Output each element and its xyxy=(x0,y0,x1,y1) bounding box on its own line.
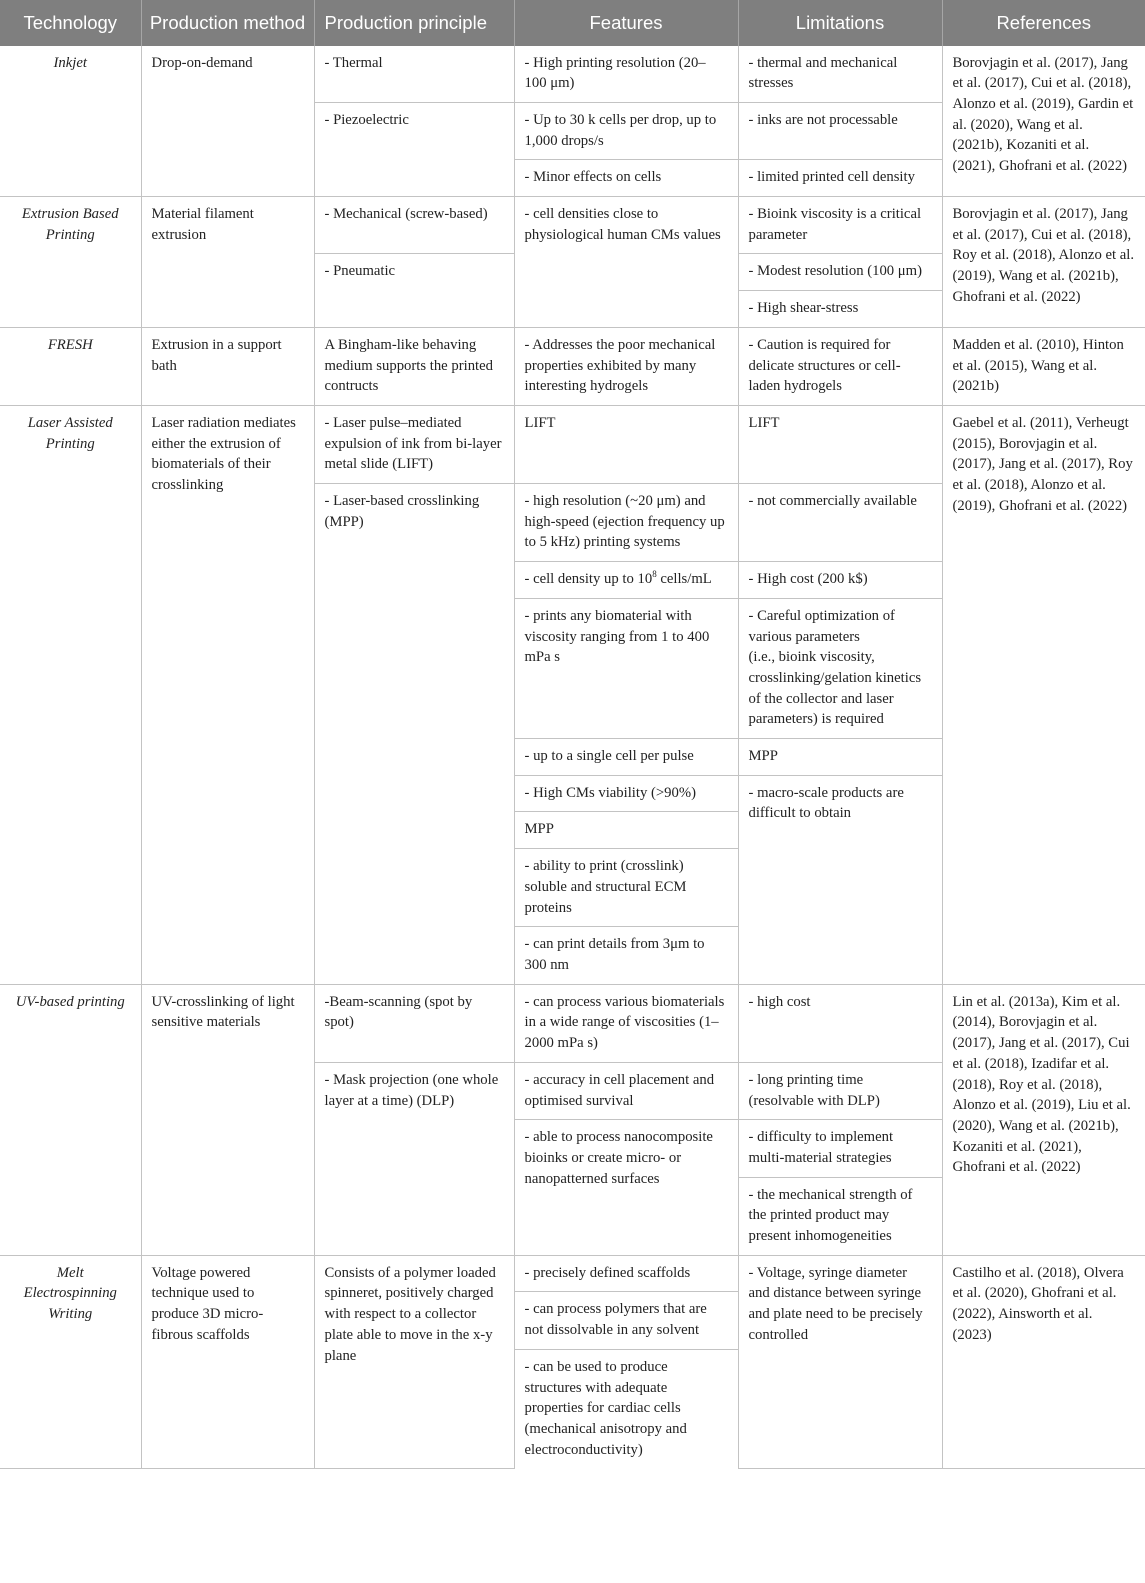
table-cell: - limited printed cell density xyxy=(738,160,942,197)
table-cell: - able to process nanocomposite bioinks or create micro- or nanopatterned surfaces xyxy=(514,1120,738,1256)
table-cell: - Caution is required for delicate structures or cell-laden hydrogels xyxy=(738,327,942,405)
technology-cell: Melt Electrospinning Writing xyxy=(0,1255,141,1468)
table-cell: - Voltage, syringe diameter and distance between syringe and plate need to be precisely controlled xyxy=(738,1255,942,1468)
table-cell: Lin et al. (2013a), Kim et al. (2014), Borovjagin et al. (2017), Jang et al. (2017), Cui et al. (2018), Izadifar et al. (2018), Roy et al. (2018), Alonzo et al. (2019), Liu et al. (2020), Wang et al. (2021b), Kozaniti et al. (2021), Ghofrani et al. (2022) xyxy=(942,984,1145,1255)
table-cell: - Addresses the poor mechanical properties exhibited by many interesting hydrogels xyxy=(514,327,738,405)
table-cell: - the mechanical strength of the printed product may present inhomogeneities xyxy=(738,1177,942,1255)
table-cell: UV-crosslinking of light sensitive materials xyxy=(141,984,314,1255)
table-cell: - High cost (200 k$) xyxy=(738,562,942,599)
table-cell: - Up to 30 k cells per drop, up to 1,000 drops/s xyxy=(514,102,738,159)
table-cell: -Beam-scanning (spot by spot) xyxy=(314,984,514,1062)
table-cell: - Laser-based crosslinking (MPP) xyxy=(314,484,514,985)
header-features: Features xyxy=(514,0,738,46)
header-technology: Technology xyxy=(0,0,141,46)
superscript: 8 xyxy=(652,569,657,580)
table-cell: - can print details from 3μm to 300 nm xyxy=(514,927,738,984)
table-cell: Extrusion in a support bath xyxy=(141,327,314,405)
table-cell: A Bingham-like behaving medium supports the printed contructs xyxy=(314,327,514,405)
table-cell: - Careful optimization of various parameters (i.e., bioink viscosity, crosslinking/gelation kinetics of the collector and laser parameters) is required xyxy=(738,598,942,738)
table-cell: - can process various biomaterials in a wide range of viscosities (1–2000 mPa s) xyxy=(514,984,738,1062)
table-cell: - Pneumatic xyxy=(314,254,514,327)
table-cell: - thermal and mechanical stresses xyxy=(738,46,942,103)
header-production-method: Production method xyxy=(141,0,314,46)
technology-cell: UV-based printing xyxy=(0,984,141,1255)
table-cell: - cell density up to $10^8$ cells/mL xyxy=(514,562,738,599)
table-cell: Material filament extrusion xyxy=(141,197,314,328)
table-body xyxy=(0,46,1145,1469)
table-cell: - inks are not processable xyxy=(738,102,942,159)
table-header xyxy=(0,0,1145,46)
table-cell: - can process polymers that are not dissolvable in any solvent xyxy=(514,1292,738,1349)
table-cell: Gaebel et al. (2011), Verheugt (2015), Borovjagin et al. (2017), Jang et al. (2017), Roy et al. (2018), Alonzo et al. (2019), Ghofrani et al. (2022) xyxy=(942,405,1145,984)
table-cell: Borovjagin et al. (2017), Jang et al. (2017), Cui et al. (2018), Roy et al. (2018), Alonzo et al. (2019), Wang et al. (2021b), Ghofrani et al. (2022) xyxy=(942,197,1145,328)
table-cell: - Laser pulse–mediated expulsion of ink from bi-layer metal slide (LIFT) xyxy=(314,405,514,483)
table-cell: - High shear-stress xyxy=(738,291,942,328)
table-cell: LIFT xyxy=(514,405,738,483)
table-cell: - Piezoelectric xyxy=(314,102,514,196)
table-cell: - High printing resolution (20–100 μm) xyxy=(514,46,738,103)
table-cell: - Mechanical (screw-based) xyxy=(314,197,514,254)
technology-cell: Inkjet xyxy=(0,46,141,197)
table-row xyxy=(0,46,1145,103)
table-row xyxy=(0,984,1145,1062)
table-cell: - Mask projection (one whole layer at a time) (DLP) xyxy=(314,1062,514,1255)
table-cell: - high cost xyxy=(738,984,942,1062)
table-cell: - High CMs viability (>90%) xyxy=(514,775,738,812)
table-cell: Castilho et al. (2018), Olvera et al. (2020), Ghofrani et al. (2022), Ainsworth et al. (2023) xyxy=(942,1255,1145,1468)
header-production-principle: Production principle xyxy=(314,0,514,46)
table-cell: Laser radiation mediates either the extrusion of biomaterials of their crosslinking xyxy=(141,405,314,984)
table-cell: - precisely defined scaffolds xyxy=(514,1255,738,1292)
table-cell: Drop-on-demand xyxy=(141,46,314,197)
table-cell: - not commercially available xyxy=(738,484,942,562)
table-cell: Madden et al. (2010), Hinton et al. (2015), Wang et al. (2021b) xyxy=(942,327,1145,405)
table-cell: - can be used to produce structures with adequate properties for cardiac cells (mechanical anisotropy and electroconductivity) xyxy=(514,1349,738,1468)
header-row xyxy=(0,0,1145,46)
table-cell: Borovjagin et al. (2017), Jang et al. (2017), Cui et al. (2018), Alonzo et al. (2019), Gardin et al. (2020), Wang et al. (2021b), Kozaniti et al. (2021), Ghofrani et al. (2022) xyxy=(942,46,1145,197)
table-cell: - cell densities close to physiological human CMs values xyxy=(514,197,738,328)
table-cell: - long printing time (resolvable with DLP) xyxy=(738,1062,942,1119)
table-cell: MPP xyxy=(514,812,738,849)
header-limitations: Limitations xyxy=(738,0,942,46)
table-row xyxy=(0,1255,1145,1292)
table-cell: - prints any biomaterial with viscosity ranging from 1 to 400 mPa s xyxy=(514,598,738,738)
table-cell: - ability to print (crosslink) soluble and structural ECM proteins xyxy=(514,849,738,927)
table-cell: - Bioink viscosity is a critical parameter xyxy=(738,197,942,254)
table-cell: - high resolution (~20 μm) and high-speed (ejection frequency up to 5 kHz) printing systems xyxy=(514,484,738,562)
table-row xyxy=(0,327,1145,405)
table-cell: - Modest resolution (100 μm) xyxy=(738,254,942,291)
table-cell: - difficulty to implement multi-material strategies xyxy=(738,1120,942,1177)
technology-cell: FRESH xyxy=(0,327,141,405)
technology-cell: Extrusion Based Printing xyxy=(0,197,141,328)
table-cell: - up to a single cell per pulse xyxy=(514,739,738,776)
table-cell: LIFT xyxy=(738,405,942,483)
technology-cell: Laser Assisted Printing xyxy=(0,405,141,984)
table-cell: Consists of a polymer loaded spinneret, positively charged with respect to a collector plate able to move in the x-y plane xyxy=(314,1255,514,1468)
table-cell: - macro-scale products are difficult to obtain xyxy=(738,775,942,984)
table-row xyxy=(0,405,1145,483)
table-cell: Voltage powered technique used to produce 3D micro-fibrous scaffolds xyxy=(141,1255,314,1468)
header-references: References xyxy=(942,0,1145,46)
table-row xyxy=(0,197,1145,254)
table-cell: - accuracy in cell placement and optimised survival xyxy=(514,1062,738,1119)
table-cell: MPP xyxy=(738,739,942,776)
table-cell: - Thermal xyxy=(314,46,514,103)
table-cell: - Minor effects on cells xyxy=(514,160,738,197)
